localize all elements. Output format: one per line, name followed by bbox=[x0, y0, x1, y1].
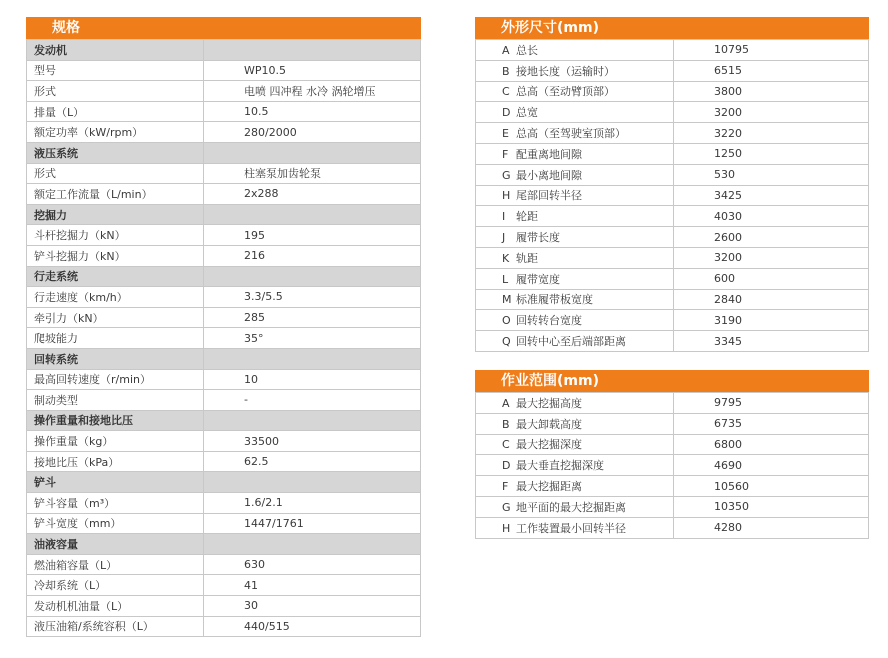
working-range-row-label-cell bbox=[476, 434, 674, 455]
working-range-row-label-cell bbox=[476, 517, 674, 538]
row-code: O bbox=[502, 314, 511, 328]
specs-title: 规格 bbox=[26, 17, 421, 39]
section-filler bbox=[204, 204, 421, 225]
dimension-row-label-cell bbox=[476, 289, 674, 310]
spec-value: 35° bbox=[204, 328, 421, 349]
specs-panel bbox=[26, 17, 421, 637]
row-label: 尾部回转半径 bbox=[516, 189, 582, 203]
spec-label: 冷却系统（L） bbox=[27, 575, 204, 596]
row-label: 总高（至动臂顶部） bbox=[516, 85, 615, 99]
section-label: 操作重量和接地比压 bbox=[27, 410, 204, 431]
row-value: 4280 bbox=[674, 517, 869, 538]
spec-value: 10.5 bbox=[204, 101, 421, 122]
dimension-row-label-cell bbox=[476, 60, 674, 81]
working-range-row bbox=[476, 517, 869, 538]
spec-row bbox=[27, 596, 421, 617]
row-code: H bbox=[502, 189, 511, 203]
spec-row bbox=[27, 101, 421, 122]
dimension-row bbox=[476, 123, 869, 144]
spec-row bbox=[27, 369, 421, 390]
spec-row bbox=[27, 225, 421, 246]
dimension-row bbox=[476, 206, 869, 227]
spec-label: 燃油箱容量（L） bbox=[27, 554, 204, 575]
row-code: M bbox=[502, 293, 512, 307]
spec-label: 铲斗宽度（mm） bbox=[27, 513, 204, 534]
row-code: G bbox=[502, 168, 511, 182]
row-label: 轨距 bbox=[516, 251, 538, 265]
row-value: 4690 bbox=[674, 455, 869, 476]
spec-label: 爬坡能力 bbox=[27, 328, 204, 349]
section-label: 铲斗 bbox=[27, 472, 204, 493]
spec-label: 形式 bbox=[27, 163, 204, 184]
dimension-row bbox=[476, 331, 869, 352]
dimension-row bbox=[476, 310, 869, 331]
row-label: 最大挖掘深度 bbox=[516, 438, 582, 452]
row-code: F bbox=[502, 480, 509, 494]
row-value: 3200 bbox=[674, 102, 869, 123]
row-code: K bbox=[502, 251, 510, 265]
dimension-row-label-cell bbox=[476, 268, 674, 289]
section-row bbox=[27, 266, 421, 287]
row-label: 轮距 bbox=[516, 210, 538, 224]
dimension-row bbox=[476, 247, 869, 268]
working-range-row bbox=[476, 476, 869, 497]
dimension-row-label-cell bbox=[476, 102, 674, 123]
spec-row bbox=[27, 81, 421, 102]
row-code: G bbox=[502, 500, 511, 514]
spec-label: 最高回转速度（r/min） bbox=[27, 369, 204, 390]
row-code: J bbox=[502, 231, 506, 245]
dimension-row bbox=[476, 143, 869, 164]
dimension-row bbox=[476, 268, 869, 289]
row-value: 530 bbox=[674, 164, 869, 185]
working-range-title: 作业范围(mm) bbox=[475, 370, 869, 392]
row-value: 6800 bbox=[674, 434, 869, 455]
working-range-row bbox=[476, 413, 869, 434]
row-code: F bbox=[502, 147, 509, 161]
spec-row bbox=[27, 451, 421, 472]
spec-row bbox=[27, 60, 421, 81]
section-filler bbox=[204, 410, 421, 431]
section-row bbox=[27, 410, 421, 431]
row-code: D bbox=[502, 106, 511, 120]
row-value: 2840 bbox=[674, 289, 869, 310]
row-code: B bbox=[502, 417, 510, 431]
spec-label: 液压油箱/系统容积（L） bbox=[27, 616, 204, 637]
spec-value: 1447/1761 bbox=[204, 513, 421, 534]
spec-value: 10 bbox=[204, 369, 421, 390]
row-value: 1250 bbox=[674, 143, 869, 164]
section-label: 挖掘力 bbox=[27, 204, 204, 225]
row-label: 标准履带板宽度 bbox=[516, 293, 593, 307]
section-row bbox=[27, 472, 421, 493]
section-filler bbox=[204, 40, 421, 61]
spec-row bbox=[27, 431, 421, 452]
spec-row bbox=[27, 245, 421, 266]
row-value: 4030 bbox=[674, 206, 869, 227]
section-row bbox=[27, 534, 421, 555]
spec-label: 行走速度（km/h） bbox=[27, 287, 204, 308]
row-label: 最大卸载高度 bbox=[516, 417, 582, 431]
spec-value: 30 bbox=[204, 596, 421, 617]
section-label: 油液容量 bbox=[27, 534, 204, 555]
row-label: 配重离地间隙 bbox=[516, 147, 582, 161]
dimension-row bbox=[476, 81, 869, 102]
spec-row bbox=[27, 513, 421, 534]
row-label: 总高（至驾驶室顶部） bbox=[516, 127, 626, 141]
row-value: 10795 bbox=[674, 40, 869, 61]
spec-value: 1.6/2.1 bbox=[204, 493, 421, 514]
row-value: 10560 bbox=[674, 476, 869, 497]
row-label: 总宽 bbox=[516, 106, 538, 120]
spec-value: 280/2000 bbox=[204, 122, 421, 143]
spec-row bbox=[27, 307, 421, 328]
row-value: 2600 bbox=[674, 227, 869, 248]
dimension-row-label-cell bbox=[476, 143, 674, 164]
row-code: B bbox=[502, 64, 510, 78]
spec-row bbox=[27, 122, 421, 143]
spec-row bbox=[27, 287, 421, 308]
row-value: 3190 bbox=[674, 310, 869, 331]
spec-label: 接地比压（kPa） bbox=[27, 451, 204, 472]
working-range-row-label-cell bbox=[476, 496, 674, 517]
spec-value: 62.5 bbox=[204, 451, 421, 472]
dimension-row-label-cell bbox=[476, 40, 674, 61]
spec-label: 斗杆挖掘力（kN） bbox=[27, 225, 204, 246]
working-range-row bbox=[476, 496, 869, 517]
dimension-row-label-cell bbox=[476, 310, 674, 331]
row-value: 3345 bbox=[674, 331, 869, 352]
spec-label: 排量（L） bbox=[27, 101, 204, 122]
spec-label: 制动类型 bbox=[27, 390, 204, 411]
dimension-row bbox=[476, 60, 869, 81]
row-label: 地平面的最大挖掘距离 bbox=[516, 500, 626, 514]
spec-label: 铲斗容量（m³） bbox=[27, 493, 204, 514]
spec-label: 铲斗挖掘力（kN） bbox=[27, 245, 204, 266]
section-filler bbox=[204, 472, 421, 493]
dimension-row-label-cell bbox=[476, 331, 674, 352]
spec-label: 型号 bbox=[27, 60, 204, 81]
dimension-row-label-cell bbox=[476, 81, 674, 102]
row-code: C bbox=[502, 438, 510, 452]
dimension-row-label-cell bbox=[476, 227, 674, 248]
dimension-row bbox=[476, 40, 869, 61]
section-filler bbox=[204, 142, 421, 163]
working-range-row-label-cell bbox=[476, 476, 674, 497]
spec-value: 41 bbox=[204, 575, 421, 596]
row-value: 6735 bbox=[674, 413, 869, 434]
section-row bbox=[27, 142, 421, 163]
row-label: 接地长度（运输时） bbox=[516, 64, 615, 78]
spec-row bbox=[27, 163, 421, 184]
spec-label: 发动机机油量（L） bbox=[27, 596, 204, 617]
dimensions-table bbox=[475, 39, 869, 352]
section-filler bbox=[204, 534, 421, 555]
spec-value: 440/515 bbox=[204, 616, 421, 637]
row-value: 9795 bbox=[674, 393, 869, 414]
working-range-row bbox=[476, 393, 869, 414]
spec-row bbox=[27, 616, 421, 637]
spec-row bbox=[27, 493, 421, 514]
spec-value: WP10.5 bbox=[204, 60, 421, 81]
row-label: 总长 bbox=[516, 43, 538, 57]
section-label: 回转系统 bbox=[27, 348, 204, 369]
dimension-row bbox=[476, 164, 869, 185]
specs-table bbox=[26, 39, 421, 637]
row-code: D bbox=[502, 459, 511, 473]
row-value: 10350 bbox=[674, 496, 869, 517]
spec-value: 33500 bbox=[204, 431, 421, 452]
spec-value: 216 bbox=[204, 245, 421, 266]
row-value: 6515 bbox=[674, 60, 869, 81]
working-range-row-label-cell bbox=[476, 455, 674, 476]
row-code: C bbox=[502, 85, 510, 99]
spec-row bbox=[27, 390, 421, 411]
row-label: 最大垂直挖掘深度 bbox=[516, 459, 604, 473]
row-label: 工作装置最小回转半径 bbox=[516, 521, 626, 535]
row-value: 3220 bbox=[674, 123, 869, 144]
row-label: 回转转台宽度 bbox=[516, 314, 582, 328]
spec-row bbox=[27, 328, 421, 349]
working-range-table bbox=[475, 392, 869, 539]
section-row bbox=[27, 348, 421, 369]
row-code: Q bbox=[502, 335, 511, 349]
dimension-row-label-cell bbox=[476, 185, 674, 206]
row-code: L bbox=[502, 272, 509, 286]
row-label: 最小离地间隙 bbox=[516, 168, 582, 182]
spec-value: 电喷 四冲程 水冷 涡轮增压 bbox=[204, 81, 421, 102]
row-label: 最大挖掘高度 bbox=[516, 396, 582, 410]
row-label: 最大挖掘距离 bbox=[516, 480, 582, 494]
row-label: 回转中心至后端部距离 bbox=[516, 335, 626, 349]
dimension-row-label-cell bbox=[476, 164, 674, 185]
spec-value: 2x288 bbox=[204, 184, 421, 205]
dimension-row-label-cell bbox=[476, 247, 674, 268]
dimension-row bbox=[476, 102, 869, 123]
section-filler bbox=[204, 266, 421, 287]
row-code: E bbox=[502, 127, 509, 141]
spec-value: 195 bbox=[204, 225, 421, 246]
section-row bbox=[27, 40, 421, 61]
working-range-panel bbox=[475, 370, 869, 539]
spec-value: 285 bbox=[204, 307, 421, 328]
row-label: 履带宽度 bbox=[516, 272, 560, 286]
row-code: H bbox=[502, 521, 511, 535]
spec-label: 额定工作流量（L/min） bbox=[27, 184, 204, 205]
section-label: 行走系统 bbox=[27, 266, 204, 287]
working-range-row-label-cell bbox=[476, 393, 674, 414]
row-label: 履带长度 bbox=[516, 231, 560, 245]
working-range-row bbox=[476, 434, 869, 455]
section-filler bbox=[204, 348, 421, 369]
spec-label: 额定功率（kW/rpm） bbox=[27, 122, 204, 143]
spec-row bbox=[27, 184, 421, 205]
section-row bbox=[27, 204, 421, 225]
spec-row bbox=[27, 575, 421, 596]
spec-value: 柱塞泵加齿轮泵 bbox=[204, 163, 421, 184]
spec-value: 630 bbox=[204, 554, 421, 575]
spec-label: 牵引力（kN） bbox=[27, 307, 204, 328]
spec-value: - bbox=[204, 390, 421, 411]
spec-label: 操作重量（kg） bbox=[27, 431, 204, 452]
spec-label: 形式 bbox=[27, 81, 204, 102]
row-value: 3800 bbox=[674, 81, 869, 102]
row-value: 3200 bbox=[674, 247, 869, 268]
spec-row bbox=[27, 554, 421, 575]
section-label: 液压系统 bbox=[27, 142, 204, 163]
working-range-row bbox=[476, 455, 869, 476]
row-value: 600 bbox=[674, 268, 869, 289]
section-label: 发动机 bbox=[27, 40, 204, 61]
dimension-row-label-cell bbox=[476, 206, 674, 227]
row-value: 3425 bbox=[674, 185, 869, 206]
spec-value: 3.3/5.5 bbox=[204, 287, 421, 308]
dimension-row bbox=[476, 227, 869, 248]
working-range-row-label-cell bbox=[476, 413, 674, 434]
dimensions-panel bbox=[475, 17, 869, 352]
dimension-row-label-cell bbox=[476, 123, 674, 144]
row-code: A bbox=[502, 43, 510, 57]
dimension-row bbox=[476, 185, 869, 206]
row-code: A bbox=[502, 396, 510, 410]
dimension-row bbox=[476, 289, 869, 310]
row-code: I bbox=[502, 210, 506, 224]
dimensions-title: 外形尺寸(mm) bbox=[475, 17, 869, 39]
